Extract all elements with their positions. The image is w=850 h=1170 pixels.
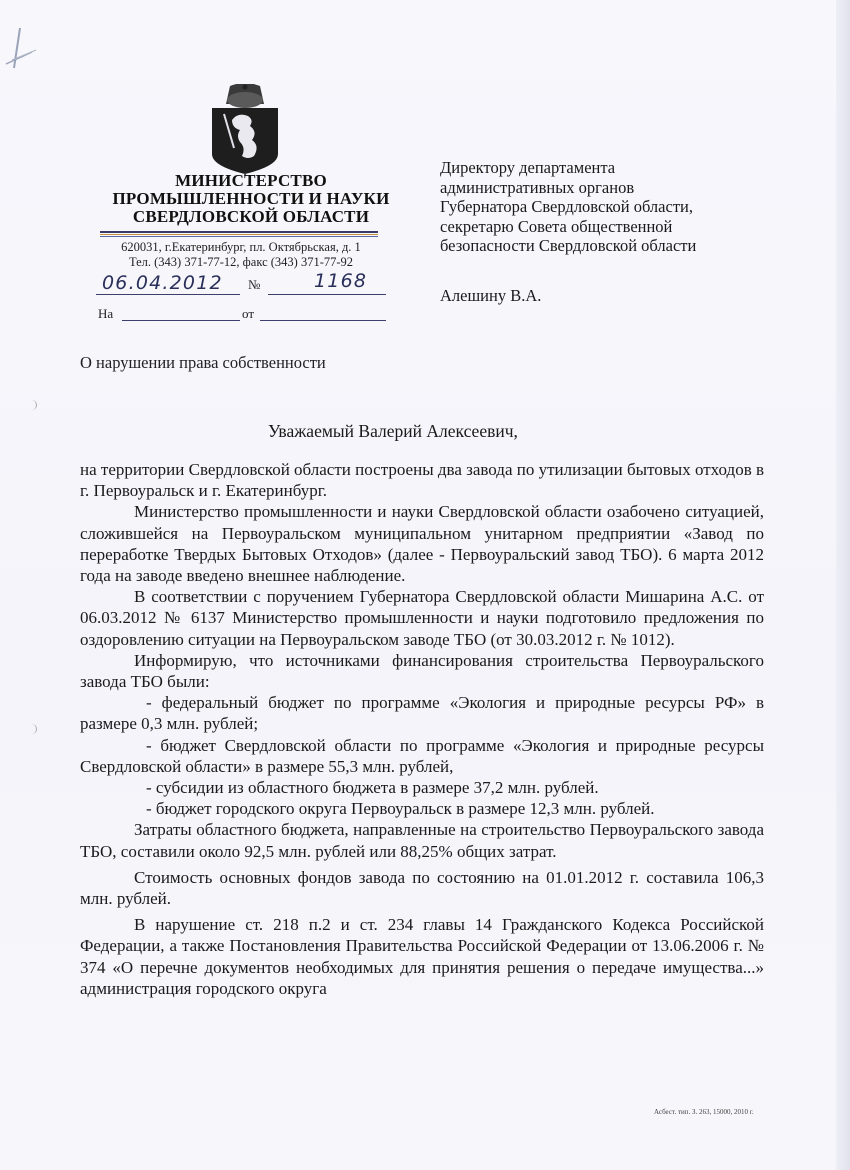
ref-ot-label: от: [242, 306, 255, 321]
addressee-name: Алешину В.А.: [440, 286, 542, 305]
salutation: Уважаемый Валерий Алексеевич,: [268, 421, 518, 441]
page-edge: [836, 0, 850, 1170]
printer-imprint: Асбест. тип. З. 263, 15000, 2010 г.: [654, 1108, 754, 1116]
addressee-line: безопасности Свердловской области: [440, 236, 697, 256]
funding-item: - бюджет городского округа Первоуральск в размере 12,3 млн. рублей.: [146, 799, 655, 819]
letterhead-rule: [100, 234, 378, 235]
number-label: №: [248, 277, 261, 292]
paragraph: В соответствии с поручением Губернатора Свердловской области Мишарина А.С. от 06.03.2012 № 6137 Министерство промышленности и науки подготовило предложения по оздоровлению ситуации на Первоуральском заводе ТБО (от 30.03.2012 г. № 1012).: [80, 587, 764, 649]
ministry-line: СВЕРДЛОВСКОЙ ОБЛАСТИ: [132, 207, 370, 226]
ministry-line: ПРОМЫШЛЕННОСТИ И НАУКИ: [112, 189, 390, 208]
paragraph: Информирую, что источниками финансирования строительства Первоуральского завода ТБО были:: [80, 650, 764, 692]
ministry-address: [96, 240, 386, 270]
registration-number: 1168: [314, 270, 368, 292]
funding-item: - федеральный бюджет по программе «Экология и природные ресурсы РФ» в размере 0,3 млн. рублей;: [80, 693, 764, 734]
address-line: 620031, г.Екатеринбург, пл. Октябрьская, д. 1: [121, 240, 361, 254]
addressee-line: Губернатора Свердловской области,: [440, 197, 693, 217]
paragraph: В нарушение ст. 218 п.2 и ст. 234 главы 14 Гражданского Кодекса Российской Федерации, а также Постановления Правительства Российской Федерации от 13.06.2006 г. № 374 «О перечне документов необходимых для принятия решения о передаче имущества...» администрация городского округа: [80, 915, 764, 998]
addressee-line: Директору департамента: [440, 158, 616, 177]
paragraph: Стоимость основных фондов завода по состоянию на 01.01.2012 г. составила 106,3 млн. рублей.: [80, 867, 764, 909]
letterhead-rule: [100, 236, 378, 237]
registration-date: 06.04.2012: [102, 272, 223, 294]
punch-hole-mark: [30, 400, 37, 410]
paragraph: Затраты областного бюджета, направленные на строительство Первоуральского завода ТБО, составили около 92,5 млн. рублей или 88,25% общих затрат.: [80, 820, 764, 861]
punch-hole-mark: [30, 724, 37, 734]
letterhead-rule: [100, 231, 378, 233]
funding-item: - бюджет Свердловской области по программе «Экология и природные ресурсы Свердловской области» в размере 55,3 млн. рублей,: [80, 735, 764, 776]
ministry-line: МИНИСТЕРСТВО: [175, 171, 327, 190]
handwritten-mark-icon: [2, 22, 42, 72]
funding-item: - субсидии из областного бюджета в размере 37,2 млн. рублей.: [146, 778, 599, 798]
coat-of-arms-icon: [202, 84, 288, 176]
paragraph: Министерство промышленности и науки Свердловской области озабочено ситуацией, сложившейся на Первоуральском муниципальном унитарном предприятии «Завод по переработке Твердых Бытовых Отходов» (далее - Первоуральский завод ТБО). 6 марта 2012 года на заводе введено внешнее наблюдение.: [80, 502, 764, 586]
paragraph: на территории Свердловской области построены два завода по утилизации бытовых отходов в г. Первоуральск и г. Екатеринбург.: [80, 460, 764, 501]
letter-body: [80, 459, 764, 999]
date-underline: [96, 294, 240, 295]
ref-na-underline: [122, 320, 240, 321]
ministry-name: [86, 172, 416, 226]
ref-na-label: На: [98, 306, 114, 321]
addressee-block: [440, 158, 696, 256]
letter-subject: О нарушении права собственности: [80, 353, 326, 372]
addressee-line: секретарю Совета общественной: [440, 216, 673, 236]
addressee-line: административных органов: [440, 177, 635, 197]
registration-line: [96, 270, 386, 296]
phone-line: Тел. (343) 371-77-12, факс (343) 371-77-92: [128, 255, 354, 269]
ref-ot-underline: [260, 320, 386, 321]
number-underline: [268, 294, 386, 295]
reference-line: [96, 306, 386, 326]
